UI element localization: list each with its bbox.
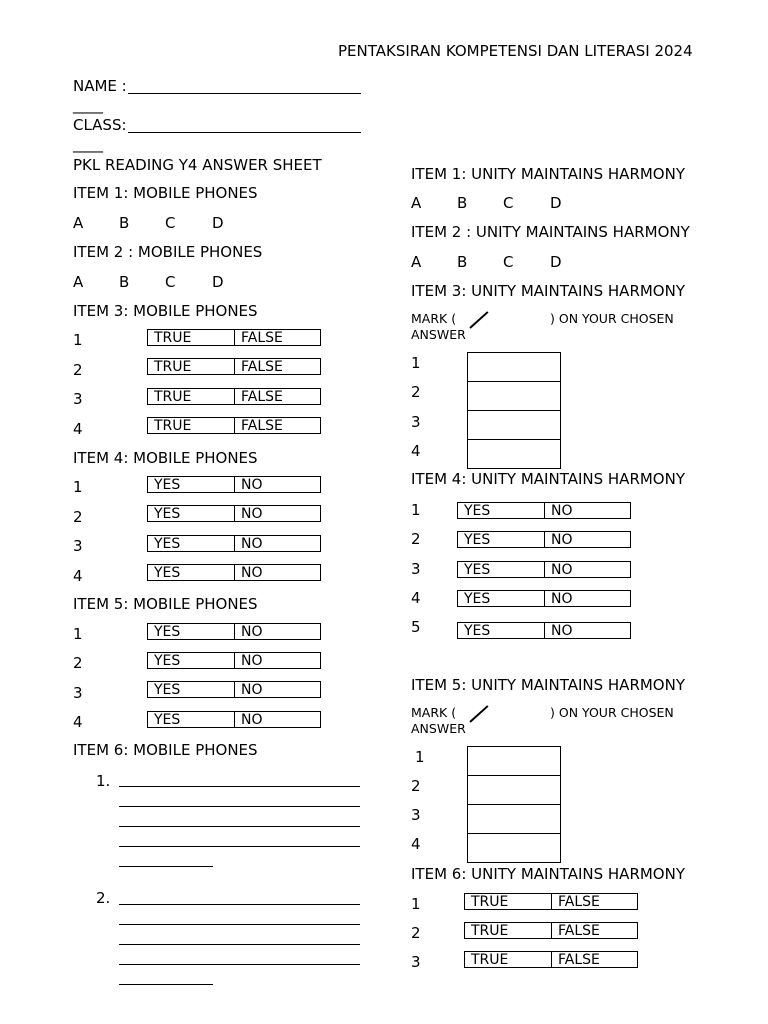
no-option[interactable]: NO <box>234 624 320 639</box>
left-item4-num-2: 2 <box>73 508 83 526</box>
right-item4-row-1[interactable] <box>457 502 631 519</box>
question-1-label: 1. <box>96 772 111 790</box>
false-option[interactable]: FALSE <box>551 894 637 909</box>
false-option[interactable]: FALSE <box>551 952 637 967</box>
yes-option[interactable]: YES <box>464 532 491 548</box>
answer-line[interactable] <box>119 846 360 847</box>
right-item4-num-2: 2 <box>411 530 421 548</box>
true-option[interactable]: TRUE <box>154 418 192 434</box>
left-item1-title: ITEM 1: MOBILE PHONES <box>73 184 258 202</box>
right-item2-title: ITEM 2 : UNITY MAINTAINS HARMONY <box>411 223 690 241</box>
true-option[interactable]: TRUE <box>154 359 192 375</box>
right-item6-row-3[interactable] <box>464 951 638 968</box>
left-item2-option-c[interactable]: C <box>165 273 176 291</box>
mark-instruction-suffix: ) ON YOUR CHOSEN <box>550 311 674 326</box>
no-option[interactable]: NO <box>234 477 320 492</box>
left-item1-option-a[interactable]: A <box>73 214 84 232</box>
right-item4-row-4[interactable] <box>457 590 631 607</box>
left-item2-option-b[interactable]: B <box>119 273 130 291</box>
right-item1-option-b[interactable]: B <box>457 194 468 212</box>
false-option[interactable]: FALSE <box>234 418 320 433</box>
question-2-label: 2. <box>96 889 111 907</box>
right-item6-num-3: 3 <box>411 953 421 971</box>
left-item2-option-d[interactable]: D <box>212 273 224 291</box>
answer-box[interactable] <box>468 382 560 411</box>
true-option[interactable]: TRUE <box>471 894 509 910</box>
yes-option[interactable]: YES <box>464 591 491 607</box>
no-option[interactable]: NO <box>234 653 320 668</box>
left-item2-title: ITEM 2 : MOBILE PHONES <box>73 243 263 261</box>
answer-box[interactable] <box>468 805 560 834</box>
answer-line[interactable] <box>119 944 360 945</box>
no-option[interactable]: NO <box>544 532 630 547</box>
right-item3-num-2: 2 <box>411 383 421 401</box>
name-continuation: ____ <box>73 96 103 114</box>
right-item1-title: ITEM 1: UNITY MAINTAINS HARMONY <box>411 165 685 183</box>
left-item5-row-2[interactable] <box>147 652 321 669</box>
no-option[interactable]: NO <box>234 682 320 697</box>
right-item4-num-4: 4 <box>411 589 421 607</box>
right-item4-num-5: 5 <box>411 618 421 636</box>
right-item2-option-d[interactable]: D <box>550 253 562 271</box>
left-item5-num-4: 4 <box>73 713 83 731</box>
left-item3-row-2[interactable] <box>147 358 321 375</box>
right-item5-num-2: 2 <box>411 777 421 795</box>
name-label: NAME : <box>73 77 127 95</box>
left-item4-num-4: 4 <box>73 567 83 585</box>
answer-line[interactable] <box>119 806 360 807</box>
right-item4-title: ITEM 4: UNITY MAINTAINS HARMONY <box>411 470 685 488</box>
right-item4-num-3: 3 <box>411 560 421 578</box>
true-option[interactable]: TRUE <box>471 952 509 968</box>
left-item4-title: ITEM 4: MOBILE PHONES <box>73 449 258 467</box>
left-item5-row-1[interactable] <box>147 623 321 640</box>
false-option[interactable]: FALSE <box>234 389 320 404</box>
no-option[interactable]: NO <box>234 565 320 580</box>
left-item6-title: ITEM 6: MOBILE PHONES <box>73 741 258 759</box>
answer-line[interactable] <box>119 904 360 905</box>
yes-option[interactable]: YES <box>154 653 181 669</box>
right-item3-title: ITEM 3: UNITY MAINTAINS HARMONY <box>411 282 685 300</box>
false-option[interactable]: FALSE <box>234 330 320 345</box>
no-option[interactable]: NO <box>234 712 320 727</box>
left-item4-num-3: 3 <box>73 537 83 555</box>
right-item5-num-1: 1 <box>415 748 425 766</box>
yes-option[interactable]: YES <box>154 536 181 552</box>
left-item5-row-4[interactable] <box>147 711 321 728</box>
right-item1-option-a[interactable]: A <box>411 194 422 212</box>
tick-icon <box>469 311 488 329</box>
true-option[interactable]: TRUE <box>154 330 192 346</box>
right-item2-option-a[interactable]: A <box>411 253 422 271</box>
left-item3-num-3: 3 <box>73 390 83 408</box>
right-item6-title: ITEM 6: UNITY MAINTAINS HARMONY <box>411 865 685 883</box>
left-item4-row-3[interactable] <box>147 535 321 552</box>
left-item3-row-3[interactable] <box>147 388 321 405</box>
no-option[interactable]: NO <box>234 506 320 521</box>
answer-line[interactable] <box>119 866 213 867</box>
right-item4-row-2[interactable] <box>457 531 631 548</box>
no-option[interactable]: NO <box>544 562 630 577</box>
right-item3-num-4: 4 <box>411 442 421 460</box>
right-item3-num-1: 1 <box>411 354 421 372</box>
yes-option[interactable]: YES <box>154 624 181 640</box>
right-item6-num-1: 1 <box>411 895 421 913</box>
left-item3-num-2: 2 <box>73 361 83 379</box>
right-item6-row-1[interactable] <box>464 893 638 910</box>
left-item3-row-1[interactable] <box>147 329 321 346</box>
answer-line[interactable] <box>119 984 213 985</box>
left-item5-num-2: 2 <box>73 654 83 672</box>
yes-option[interactable]: YES <box>154 682 181 698</box>
answer-line[interactable] <box>119 964 360 965</box>
name-line[interactable] <box>128 93 361 94</box>
left-item3-title: ITEM 3: MOBILE PHONES <box>73 302 258 320</box>
left-item3-num-1: 1 <box>73 331 83 349</box>
class-continuation: ____ <box>73 135 103 153</box>
no-option[interactable]: NO <box>234 536 320 551</box>
yes-option[interactable]: YES <box>464 623 491 639</box>
answer-line[interactable] <box>119 786 360 787</box>
no-option[interactable]: NO <box>544 591 630 606</box>
right-item5-title: ITEM 5: UNITY MAINTAINS HARMONY <box>411 676 685 694</box>
no-option[interactable]: NO <box>544 503 630 518</box>
answer-box[interactable] <box>468 411 560 440</box>
left-item2-option-a[interactable]: A <box>73 273 84 291</box>
right-item6-row-2[interactable] <box>464 922 638 939</box>
yes-option[interactable]: YES <box>464 562 491 578</box>
left-item3-row-4[interactable] <box>147 417 321 434</box>
tick-icon <box>469 705 488 723</box>
left-item1-option-b[interactable]: B <box>119 214 130 232</box>
mark-instruction-suffix: ) ON YOUR CHOSEN <box>550 705 674 720</box>
answer-line[interactable] <box>119 826 360 827</box>
left-item5-title: ITEM 5: MOBILE PHONES <box>73 595 258 613</box>
answer-line[interactable] <box>119 924 360 925</box>
yes-option[interactable]: YES <box>464 503 491 519</box>
left-item4-num-1: 1 <box>73 478 83 496</box>
mark-instruction-prefix: MARK ( <box>411 311 457 326</box>
yes-option[interactable]: YES <box>154 712 181 728</box>
true-option[interactable]: TRUE <box>154 389 192 405</box>
class-line[interactable] <box>128 132 361 133</box>
false-option[interactable]: FALSE <box>234 359 320 374</box>
true-option[interactable]: TRUE <box>471 923 509 939</box>
answer-box[interactable] <box>468 834 560 863</box>
left-item3-num-4: 4 <box>73 420 83 438</box>
right-item5-num-3: 3 <box>411 806 421 824</box>
left-item5-row-3[interactable] <box>147 681 321 698</box>
left-item4-row-2[interactable] <box>147 505 321 522</box>
mark-instruction-line2: ANSWER <box>411 327 466 342</box>
yes-option[interactable]: YES <box>154 477 181 493</box>
right-item1-option-c[interactable]: C <box>503 194 514 212</box>
sheet-title: PKL READING Y4 ANSWER SHEET <box>73 156 322 174</box>
right-item2-option-b[interactable]: B <box>457 253 468 271</box>
yes-option[interactable]: YES <box>154 506 181 522</box>
right-item3-num-3: 3 <box>411 413 421 431</box>
answer-box[interactable] <box>468 776 560 805</box>
right-item4-row-5[interactable] <box>457 622 631 639</box>
left-item1-option-c[interactable]: C <box>165 214 176 232</box>
left-item5-num-1: 1 <box>73 625 83 643</box>
page-header: PENTAKSIRAN KOMPETENSI DAN LITERASI 2024 <box>338 42 693 60</box>
mark-instruction-prefix: MARK ( <box>411 705 457 720</box>
right-item3-answer-boxes <box>467 352 561 469</box>
right-item1-option-d[interactable]: D <box>550 194 562 212</box>
false-option[interactable]: FALSE <box>551 923 637 938</box>
right-item5-answer-boxes <box>467 746 561 863</box>
left-item4-row-4[interactable] <box>147 564 321 581</box>
right-item2-option-c[interactable]: C <box>503 253 514 271</box>
class-label: CLASS: <box>73 116 127 134</box>
right-item6-num-2: 2 <box>411 924 421 942</box>
left-item4-row-1[interactable] <box>147 476 321 493</box>
answer-box[interactable] <box>468 440 560 469</box>
mark-instruction-line2: ANSWER <box>411 721 466 736</box>
left-item5-num-3: 3 <box>73 684 83 702</box>
right-item4-num-1: 1 <box>411 501 421 519</box>
left-item1-option-d[interactable]: D <box>212 214 224 232</box>
yes-option[interactable]: YES <box>154 565 181 581</box>
right-item4-row-3[interactable] <box>457 561 631 578</box>
right-item5-num-4: 4 <box>411 835 421 853</box>
answer-box[interactable] <box>468 353 560 382</box>
answer-box[interactable] <box>468 747 560 776</box>
no-option[interactable]: NO <box>544 623 630 638</box>
